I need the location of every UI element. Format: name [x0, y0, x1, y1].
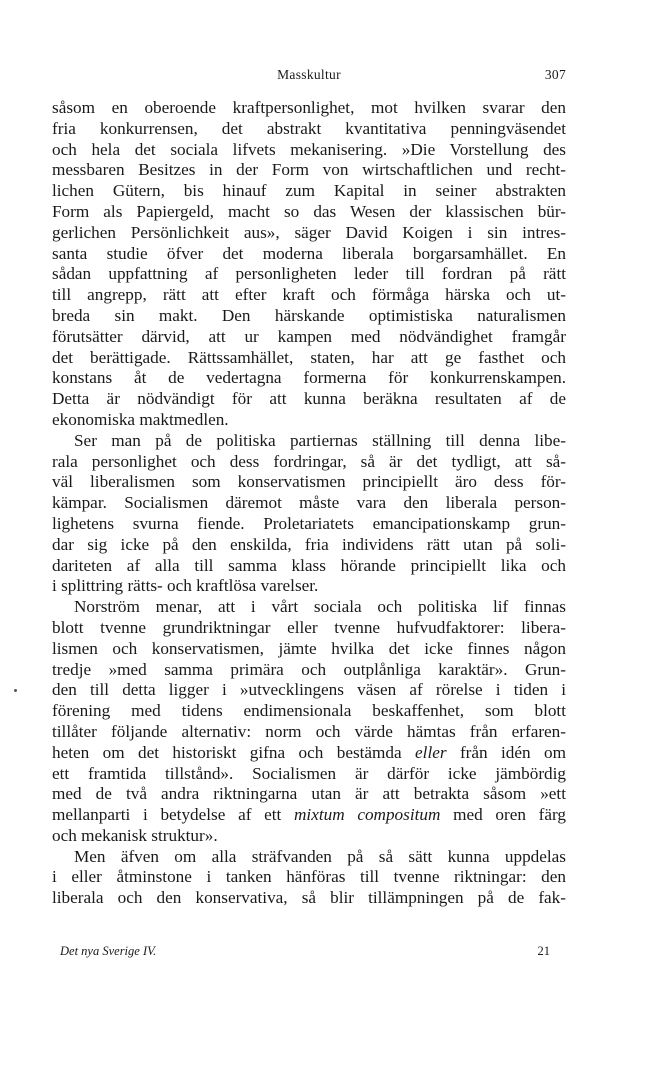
running-header: [52, 67, 566, 87]
text-line: till angrepp, rätt att efter kraft och förmåga härska och ut-: [52, 285, 566, 305]
text-line: blott tvenne grundriktningar eller tvenne hufvudfaktorer: libera-: [52, 617, 566, 637]
text-line: förutsätter därvid, att ur kampen med nödvändighet framgår: [52, 326, 566, 346]
text-line: gerlichen Persönlichkeit aus», säger David Koigen i sin intres-: [52, 222, 566, 242]
text-line: konstans åt de vedertagna formerna för konkurrenskampen.: [52, 368, 566, 388]
text-line: ett framtida tillstånd». Socialismen är därför icke jämbördig: [52, 763, 566, 783]
text-line: lighetens svurna fiende. Proletariatets emancipationskamp grun-: [52, 513, 566, 533]
text-line: lichen Gütern, bis hinauf zum Kapital in seiner abstrakten: [52, 181, 566, 201]
text-line: messbaren Besitzes in der Form von wirtschaftlichen und recht-: [52, 160, 566, 180]
sheet-number: 21: [537, 944, 550, 958]
margin-dot: [14, 689, 17, 692]
body-text: [52, 98, 566, 909]
text-line: heten om det historiskt gifna och bestämda eller från idén om: [52, 742, 566, 762]
text-line: tredje »med samma primära och outplånliga karaktär». Grun-: [52, 659, 566, 679]
italic-term: mixtum compositum: [294, 805, 441, 825]
text-line: tillåter följande alternativ: norm och värde hämtas från erfaren-: [52, 721, 566, 741]
text-line: mellanparti i betydelse af ett mixtum compositum med oren färg: [52, 805, 566, 825]
text-line: dar sig icke på den enskilda, fria individens rätt utan på soli-: [52, 534, 566, 554]
text-line: rala personlighet och dess fordringar, så är det tydligt, att så-: [52, 451, 566, 471]
text-line: och hela det sociala lifvets mekanisering. »Die Vorstellung des: [52, 139, 566, 159]
text-line: väl liberalismen som konservatismen principiellt äro dess för-: [52, 472, 566, 492]
text-line: ekonomiska maktmedlen.: [52, 409, 229, 429]
text-line: Detta är nödvändigt för att kunna beräkna resultaten af de: [52, 389, 566, 409]
text-line: liberala och den konservativa, så blir tillämpningen på de fak-: [52, 888, 566, 908]
text-line: Form als Papiergeld, macht so das Wesen der klassischen bür-: [52, 201, 566, 221]
text-line: Norström menar, att i vårt sociala och politiska lif finnas: [74, 597, 566, 617]
text-line: fria konkurrensen, det abstrakt kvantitativa penningväsendet: [52, 118, 566, 138]
text-line: den till detta ligger i »utvecklingens väsen af rörelse i tiden i: [52, 680, 566, 700]
text-line: Men äfven om alla sträfvanden på så sätt kunna uppdelas: [74, 846, 566, 866]
text-line: kämpar. Socialismen däremot måste vara den liberala person-: [52, 493, 566, 513]
text-line: i eller åtminstone i tanken hänföras till tvenne riktningar: den: [52, 867, 566, 887]
text-line: med de två andra riktningarna utan är att betrakta såsom »ett: [52, 784, 566, 804]
running-title: Masskultur: [277, 67, 341, 82]
text-line: det berättigade. Rättssamhället, staten, har att ge fasthet och: [52, 347, 566, 367]
text-line: såsom en oberoende kraftpersonlighet, mot hvilken svarar den: [52, 98, 566, 117]
page-number: 307: [544, 67, 566, 82]
text-line: dariteten af alla till samma klass hörande principiellt lika och: [52, 555, 566, 575]
italic-term: eller: [415, 742, 447, 762]
text-line: sådan uppfattning af personligheten leder till fordran på rätt: [52, 264, 566, 284]
text-line: förening med tidens endimensionala beskaffenhet, som blott: [52, 701, 566, 721]
text-line: Ser man på de politiska partiernas ställning till denna libe-: [74, 430, 566, 450]
text-line: lismen och konservatismen, jämte hvilka det icke finnes någon: [52, 638, 566, 658]
signature-mark: Det nya Sverige IV.: [60, 944, 157, 958]
text-line: och mekanisk struktur».: [52, 825, 218, 845]
text-line: breda sin makt. Den härskande optimistiska naturalismen: [52, 305, 566, 325]
text-line: santa studie öfver det moderna liberala borgarsamhället. En: [52, 243, 566, 263]
text-line: i splittring rätts- och kraftlösa varelser.: [52, 576, 319, 596]
